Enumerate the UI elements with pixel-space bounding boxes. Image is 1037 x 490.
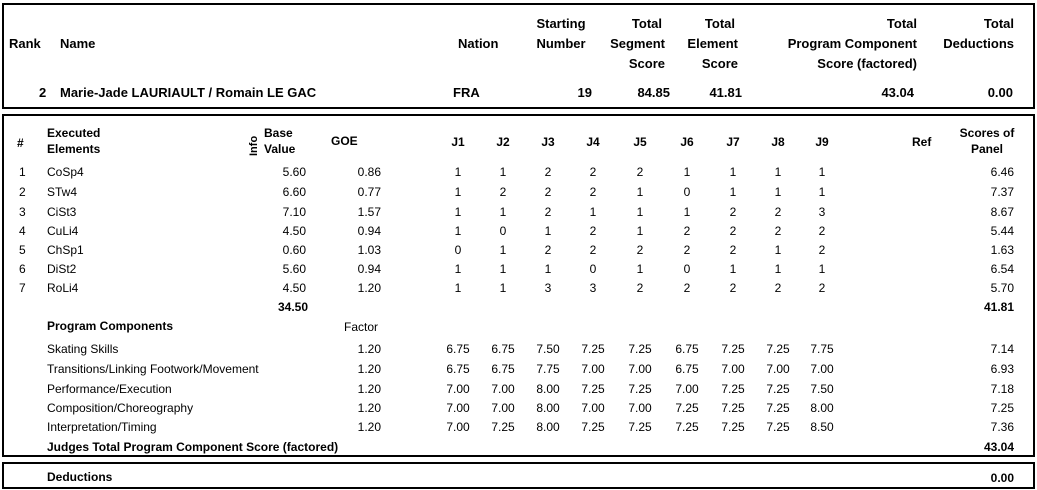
col-executed-l2: Elements <box>47 142 101 156</box>
element-panel-score: 7.37 <box>990 185 1014 199</box>
element-judge-score: 2 <box>729 281 737 295</box>
element-number: 1 <box>19 165 26 179</box>
element-goe: 0.77 <box>357 185 381 199</box>
judge-header: J8 <box>771 135 785 149</box>
header-segment-l3: Score <box>628 56 665 71</box>
element-judge-score: 2 <box>818 224 826 238</box>
element-judge-score: 1 <box>683 165 691 179</box>
element-name: DiSt2 <box>47 262 77 276</box>
component-judge-score: 7.25 <box>721 420 745 434</box>
element-number: 3 <box>19 205 26 219</box>
element-base-value: 4.50 <box>282 224 306 238</box>
col-info: Info <box>248 135 260 156</box>
component-panel-score: 7.14 <box>990 342 1014 356</box>
header-starting-number-l1: Starting <box>536 16 586 31</box>
skater-starting-number: 19 <box>577 85 592 100</box>
element-number: 4 <box>19 224 26 238</box>
judge-header: J5 <box>633 135 647 149</box>
col-base-l1: Base <box>264 126 293 140</box>
component-judge-score: 6.75 <box>675 362 699 376</box>
component-judge-score: 7.00 <box>581 401 605 415</box>
header-nation: Nation <box>458 36 499 51</box>
element-judge-score: 0 <box>589 262 597 276</box>
component-judge-score: 7.25 <box>721 342 745 356</box>
deductions-value: 0.00 <box>990 471 1014 485</box>
header-deductions-l1: Total <box>983 16 1014 31</box>
element-base-value: 5.60 <box>282 262 306 276</box>
element-judge-score: 1 <box>636 185 644 199</box>
element-judge-score: 2 <box>683 224 691 238</box>
header-component-l2: Program Component <box>787 36 917 51</box>
element-judge-score: 2 <box>818 281 826 295</box>
judge-header: J3 <box>541 135 555 149</box>
element-name: CoSp4 <box>47 165 84 179</box>
element-name: ChSp1 <box>47 243 84 257</box>
element-judge-score: 3 <box>589 281 597 295</box>
component-name: Skating Skills <box>47 342 119 356</box>
col-panel-l2: Panel <box>970 142 1003 156</box>
element-judge-score: 2 <box>729 205 737 219</box>
element-judge-score: 1 <box>454 262 462 276</box>
header-element-l3: Score <box>701 56 738 71</box>
element-judge-score: 1 <box>729 185 737 199</box>
component-judge-score: 7.00 <box>628 401 652 415</box>
element-base-value: 7.10 <box>282 205 306 219</box>
component-judge-score: 7.50 <box>536 342 560 356</box>
element-judge-score: 2 <box>544 185 552 199</box>
element-judge-score: 1 <box>589 205 597 219</box>
element-judge-score: 1 <box>499 281 507 295</box>
component-factor: 1.20 <box>357 382 381 396</box>
deductions-label: Deductions <box>47 470 113 484</box>
component-judge-score: 7.25 <box>581 342 605 356</box>
component-judge-score: 6.75 <box>491 342 515 356</box>
component-judge-score: 7.25 <box>675 420 699 434</box>
elements-total-base: 34.50 <box>277 300 308 314</box>
component-judge-score: 7.00 <box>721 362 745 376</box>
component-judge-score: 7.25 <box>766 401 790 415</box>
skater-rank: 2 <box>39 85 47 100</box>
skater-total-deductions: 0.00 <box>987 85 1013 100</box>
element-goe: 1.20 <box>357 281 381 295</box>
element-judge-score: 1 <box>818 165 826 179</box>
element-judge-score: 1 <box>454 205 462 219</box>
element-judge-score: 2 <box>589 243 597 257</box>
element-judge-score: 1 <box>818 185 826 199</box>
component-judge-score: 7.75 <box>536 362 560 376</box>
element-judge-score: 0 <box>683 185 691 199</box>
header-rank: Rank <box>9 36 41 51</box>
component-judge-score: 7.25 <box>766 382 790 396</box>
element-judge-score: 1 <box>544 224 552 238</box>
element-panel-score: 6.46 <box>990 165 1014 179</box>
element-judge-score: 2 <box>544 205 552 219</box>
element-judge-score: 1 <box>499 205 507 219</box>
element-judge-score: 2 <box>544 243 552 257</box>
element-panel-score: 5.44 <box>990 224 1014 238</box>
component-judge-score: 7.00 <box>491 401 515 415</box>
judge-header: J9 <box>815 135 829 149</box>
element-judge-score: 2 <box>499 185 507 199</box>
components-total-label: Judges Total Program Component Score (factored) <box>47 440 339 454</box>
element-judge-score: 1 <box>683 205 691 219</box>
element-goe: 1.03 <box>357 243 381 257</box>
element-judge-score: 1 <box>729 165 737 179</box>
element-number: 7 <box>19 281 26 295</box>
element-judge-score: 1 <box>544 262 552 276</box>
element-judge-score: 2 <box>774 205 782 219</box>
header-component-l3: Score (factored) <box>817 56 917 71</box>
element-judge-score: 0 <box>499 224 507 238</box>
header-deductions-l2: Deductions <box>943 36 1014 51</box>
component-judge-score: 7.00 <box>675 382 699 396</box>
col-goe: GOE <box>331 134 358 148</box>
component-judge-score: 8.00 <box>536 401 560 415</box>
element-judge-score: 1 <box>454 165 462 179</box>
col-panel-l1: Scores of <box>959 126 1015 140</box>
component-judge-score: 7.25 <box>721 401 745 415</box>
skater-nation: FRA <box>453 85 480 100</box>
element-judge-score: 2 <box>818 243 826 257</box>
component-judge-score: 7.00 <box>446 420 470 434</box>
judge-header: J2 <box>496 135 510 149</box>
header-segment-l1: Total <box>631 16 662 31</box>
element-judge-score: 2 <box>729 224 737 238</box>
element-judge-score: 2 <box>589 165 597 179</box>
judge-header: J4 <box>586 135 600 149</box>
element-judge-score: 1 <box>774 262 782 276</box>
element-judge-score: 1 <box>774 185 782 199</box>
component-judge-score: 7.25 <box>766 420 790 434</box>
element-judge-score: 1 <box>454 185 462 199</box>
element-judge-score: 2 <box>636 165 644 179</box>
deductions-box <box>2 462 1035 489</box>
element-judge-score: 0 <box>683 262 691 276</box>
component-judge-score: 7.75 <box>810 342 834 356</box>
col-ref: Ref <box>912 135 932 149</box>
component-judge-score: 7.00 <box>628 362 652 376</box>
component-judge-score: 7.25 <box>628 342 652 356</box>
component-judge-score: 6.75 <box>446 342 470 356</box>
component-judge-score: 7.00 <box>446 401 470 415</box>
element-panel-score: 5.70 <box>990 281 1014 295</box>
judge-header: J7 <box>726 135 740 149</box>
header-name: Name <box>60 36 96 51</box>
components-factor-header: Factor <box>344 320 379 334</box>
component-judge-score: 6.75 <box>446 362 470 376</box>
element-base-value: 0.60 <box>282 243 306 257</box>
skater-name: Marie-Jade LAURIAULT / Romain LE GAC <box>60 85 317 100</box>
element-judge-score: 2 <box>683 243 691 257</box>
component-judge-score: 7.25 <box>628 382 652 396</box>
header-element-l1: Total <box>704 16 735 31</box>
element-judge-score: 1 <box>636 262 644 276</box>
element-name: STw4 <box>47 185 78 199</box>
element-judge-score: 2 <box>729 243 737 257</box>
components-title: Program Components <box>47 319 174 333</box>
element-judge-score: 1 <box>636 205 644 219</box>
component-judge-score: 8.50 <box>810 420 834 434</box>
element-judge-score: 1 <box>729 262 737 276</box>
element-judge-score: 1 <box>774 243 782 257</box>
component-judge-score: 7.00 <box>766 362 790 376</box>
element-goe: 0.94 <box>357 224 381 238</box>
element-panel-score: 8.67 <box>990 205 1014 219</box>
col-num: # <box>17 136 24 150</box>
element-number: 5 <box>19 243 26 257</box>
element-judge-score: 2 <box>589 185 597 199</box>
element-base-value: 4.50 <box>282 281 306 295</box>
element-judge-score: 1 <box>499 165 507 179</box>
element-judge-score: 1 <box>818 262 826 276</box>
component-judge-score: 8.00 <box>810 401 834 415</box>
elements-total-panel: 41.81 <box>983 300 1014 314</box>
component-panel-score: 7.36 <box>990 420 1014 434</box>
element-goe: 0.94 <box>357 262 381 276</box>
element-judge-score: 1 <box>499 262 507 276</box>
component-judge-score: 7.25 <box>766 342 790 356</box>
component-judge-score: 7.50 <box>810 382 834 396</box>
element-goe: 1.57 <box>357 205 381 219</box>
element-judge-score: 0 <box>454 243 462 257</box>
element-panel-score: 1.63 <box>990 243 1014 257</box>
component-factor: 1.20 <box>357 362 381 376</box>
element-base-value: 5.60 <box>282 165 306 179</box>
element-number: 2 <box>19 185 26 199</box>
element-judge-score: 2 <box>589 224 597 238</box>
component-judge-score: 6.75 <box>675 342 699 356</box>
component-judge-score: 7.00 <box>810 362 834 376</box>
element-judge-score: 1 <box>636 224 644 238</box>
element-judge-score: 1 <box>454 281 462 295</box>
component-name: Transitions/Linking Footwork/Movement <box>47 362 259 376</box>
component-judge-score: 6.75 <box>491 362 515 376</box>
element-judge-score: 2 <box>683 281 691 295</box>
component-judge-score: 7.25 <box>721 382 745 396</box>
components-total-value: 43.04 <box>983 440 1014 454</box>
component-judge-score: 8.00 <box>536 382 560 396</box>
component-judge-score: 7.25 <box>581 420 605 434</box>
element-judge-score: 1 <box>499 243 507 257</box>
element-judge-score: 1 <box>774 165 782 179</box>
component-factor: 1.20 <box>357 401 381 415</box>
col-base-l2: Value <box>264 142 296 156</box>
component-factor: 1.20 <box>357 420 381 434</box>
component-panel-score: 7.25 <box>990 401 1014 415</box>
element-number: 6 <box>19 262 26 276</box>
element-goe: 0.86 <box>357 165 381 179</box>
judge-header: J6 <box>680 135 694 149</box>
header-element-l2: Element <box>687 36 738 51</box>
component-judge-score: 7.25 <box>491 420 515 434</box>
component-judge-score: 8.00 <box>536 420 560 434</box>
element-judge-score: 2 <box>544 165 552 179</box>
component-panel-score: 6.93 <box>990 362 1014 376</box>
component-judge-score: 7.00 <box>446 382 470 396</box>
component-panel-score: 7.18 <box>990 382 1014 396</box>
component-factor: 1.20 <box>357 342 381 356</box>
component-judge-score: 7.25 <box>628 420 652 434</box>
element-judge-score: 2 <box>636 281 644 295</box>
col-executed-l1: Executed <box>47 126 101 140</box>
element-judge-score: 2 <box>774 281 782 295</box>
component-name: Composition/Choreography <box>47 401 194 415</box>
judge-header: J1 <box>451 135 465 149</box>
element-judge-score: 3 <box>818 205 826 219</box>
component-judge-score: 7.00 <box>491 382 515 396</box>
skater-total-element: 41.81 <box>709 85 742 100</box>
header-segment-l2: Segment <box>610 36 665 51</box>
element-judge-score: 3 <box>544 281 552 295</box>
element-judge-score: 2 <box>774 224 782 238</box>
element-name: CuLi4 <box>47 224 79 238</box>
skater-total-segment: 84.85 <box>637 85 670 100</box>
element-panel-score: 6.54 <box>990 262 1014 276</box>
skater-total-component: 43.04 <box>881 85 914 100</box>
element-judge-score: 1 <box>454 224 462 238</box>
component-name: Interpretation/Timing <box>47 420 157 434</box>
component-judge-score: 7.25 <box>581 382 605 396</box>
element-name: CiSt3 <box>47 205 77 219</box>
element-judge-score: 2 <box>636 243 644 257</box>
header-component-l1: Total <box>886 16 917 31</box>
component-name: Performance/Execution <box>47 382 172 396</box>
component-judge-score: 7.25 <box>675 401 699 415</box>
element-base-value: 6.60 <box>282 185 306 199</box>
element-name: RoLi4 <box>47 281 79 295</box>
component-judge-score: 7.00 <box>581 362 605 376</box>
header-starting-number-l2: Number <box>536 36 586 51</box>
